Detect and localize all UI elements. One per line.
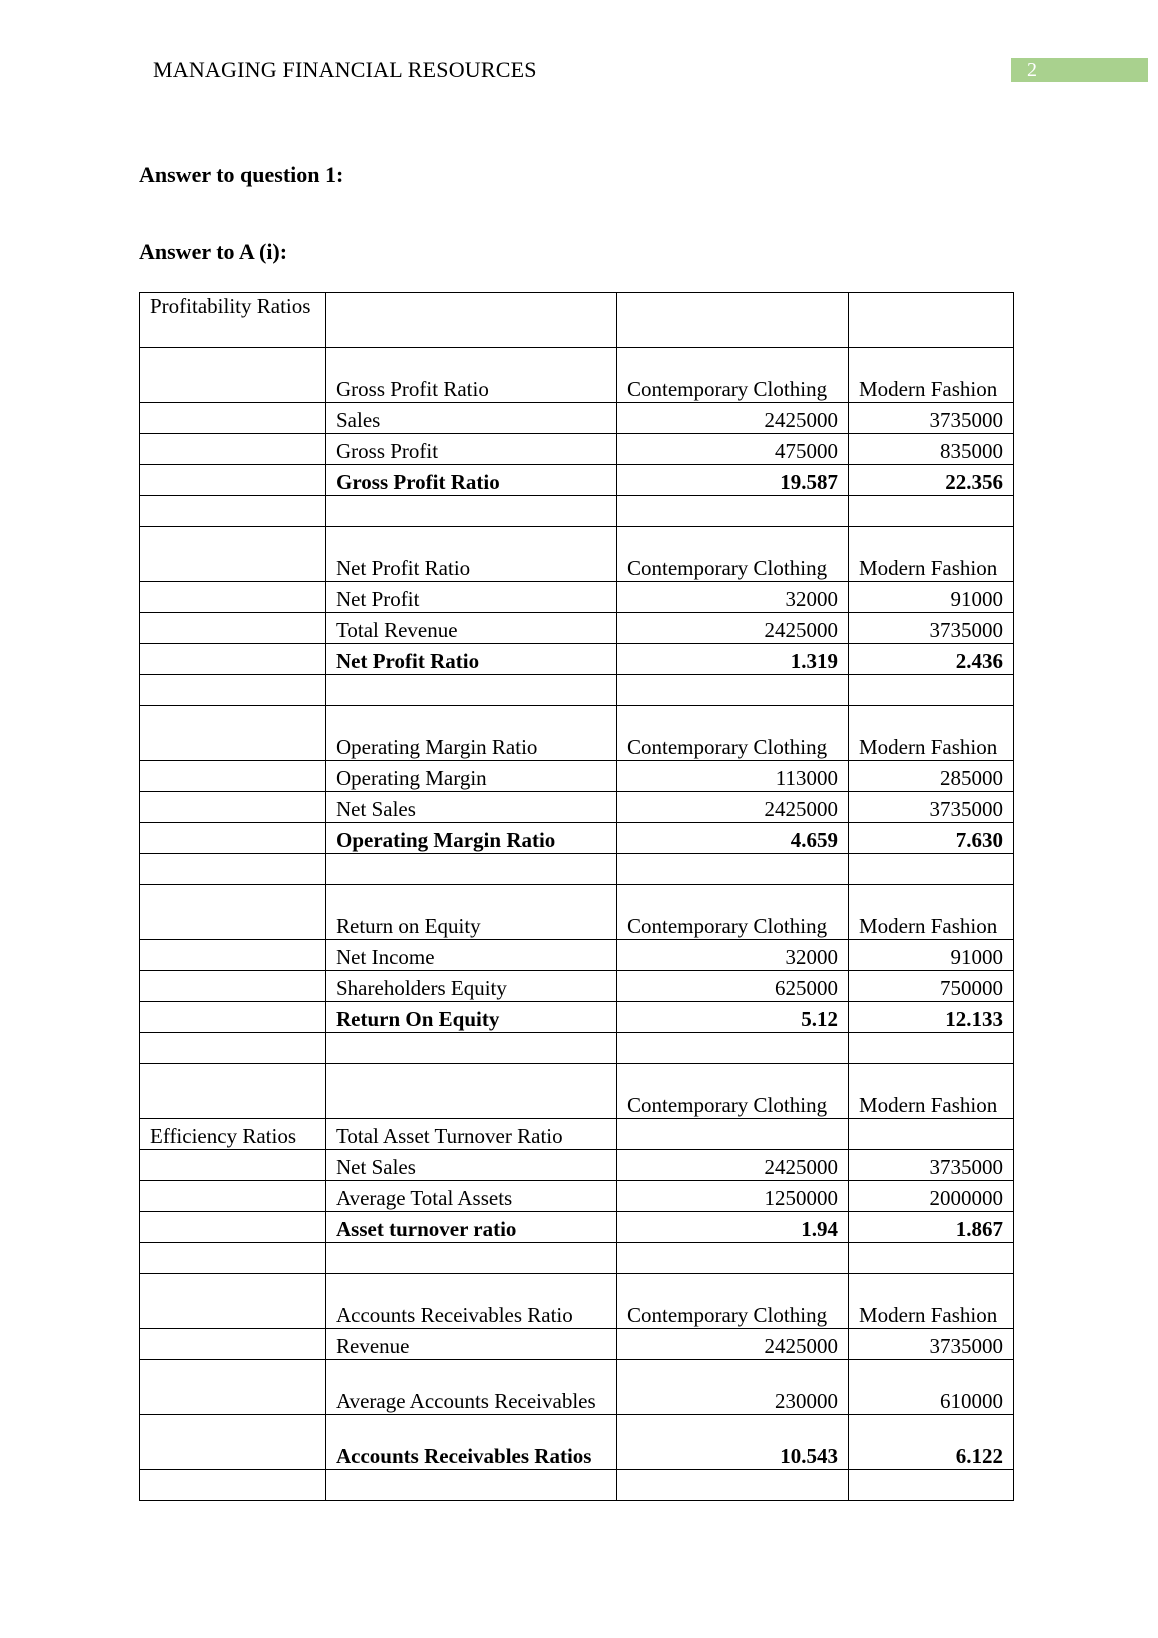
- table-cell-c2: Net Sales: [326, 1150, 617, 1181]
- table-cell-c3: Contemporary Clothing: [617, 1274, 849, 1329]
- table-cell-c3: 4.659: [617, 823, 849, 854]
- table-cell-c3: 113000: [617, 761, 849, 792]
- table-cell-c1: [140, 644, 326, 675]
- table-cell-c4: 2.436: [849, 644, 1014, 675]
- table-cell-c2: Return on Equity: [326, 885, 617, 940]
- table-cell-c2: Net Profit: [326, 582, 617, 613]
- table-row: [140, 1150, 1014, 1181]
- table-cell-c1: [140, 823, 326, 854]
- table-cell-c1: [140, 1360, 326, 1415]
- table-cell-c2: Asset turnover ratio: [326, 1212, 617, 1243]
- table-cell-c3: 19.587: [617, 465, 849, 496]
- table-cell-c3: 32000: [617, 582, 849, 613]
- table-cell-c4: Modern Fashion: [849, 1064, 1014, 1119]
- table-cell-c1: [140, 1064, 326, 1119]
- table-cell-c2: Net Profit Ratio: [326, 527, 617, 582]
- table-cell-c1: [140, 527, 326, 582]
- table-cell-c2: Operating Margin: [326, 761, 617, 792]
- table-cell-c1: [140, 1150, 326, 1181]
- table-cell-c2: Sales: [326, 403, 617, 434]
- table-cell-c4: 6.122: [849, 1415, 1014, 1470]
- table-cell-c3: [617, 293, 849, 348]
- table-cell-c2: Accounts Receivables Ratio: [326, 1274, 617, 1329]
- table-cell-c1: [140, 761, 326, 792]
- table-cell-c4: 3735000: [849, 613, 1014, 644]
- table-cell-c2: Gross Profit Ratio: [326, 465, 617, 496]
- table-cell-c1: [140, 348, 326, 403]
- table-row: [140, 854, 1014, 885]
- table-cell-c2: [326, 293, 617, 348]
- table-cell-c4: [849, 496, 1014, 527]
- table-cell-c1: [140, 465, 326, 496]
- table-cell-c1: [140, 496, 326, 527]
- table-cell-c2: Return On Equity: [326, 1002, 617, 1033]
- table-cell-c2: [326, 1470, 617, 1501]
- table-row: [140, 1002, 1014, 1033]
- table-cell-c3: Contemporary Clothing: [617, 348, 849, 403]
- table-cell-c3: 1.94: [617, 1212, 849, 1243]
- table-cell-c3: 32000: [617, 940, 849, 971]
- table-cell-c4: 3735000: [849, 1150, 1014, 1181]
- table-cell-c2: Gross Profit Ratio: [326, 348, 617, 403]
- table-cell-c4: 91000: [849, 582, 1014, 613]
- table-cell-c4: [849, 1119, 1014, 1150]
- table-cell-c3: [617, 1243, 849, 1274]
- table-row: [140, 644, 1014, 675]
- table-cell-c4: 610000: [849, 1360, 1014, 1415]
- table-row: [140, 971, 1014, 1002]
- table-row: [140, 706, 1014, 761]
- table-cell-c1: [140, 706, 326, 761]
- table-cell-c1: [140, 1470, 326, 1501]
- table-row: [140, 675, 1014, 706]
- table-cell-c4: [849, 1033, 1014, 1064]
- table-cell-c1: [140, 1212, 326, 1243]
- table-cell-c2: Operating Margin Ratio: [326, 706, 617, 761]
- question-heading: Answer to question 1:: [139, 162, 344, 187]
- table-cell-c2: [326, 854, 617, 885]
- table-cell-c4: [849, 1243, 1014, 1274]
- table-row: [140, 823, 1014, 854]
- table-cell-c2: Net Profit Ratio: [326, 644, 617, 675]
- table-cell-c4: [849, 1470, 1014, 1501]
- table-cell-c3: 10.543: [617, 1415, 849, 1470]
- table-cell-c2: Total Asset Turnover Ratio: [326, 1119, 617, 1150]
- table-row: [140, 1243, 1014, 1274]
- table-cell-c2: Net Income: [326, 940, 617, 971]
- table-row: [140, 434, 1014, 465]
- table-cell-c4: Modern Fashion: [849, 706, 1014, 761]
- table-cell-c3: [617, 675, 849, 706]
- table-cell-c3: 2425000: [617, 403, 849, 434]
- answer-heading: Answer to A (i):: [139, 239, 288, 264]
- table-cell-c1: [140, 1181, 326, 1212]
- table-cell-c3: Contemporary Clothing: [617, 1064, 849, 1119]
- table-row: [140, 1329, 1014, 1360]
- table-row: [140, 613, 1014, 644]
- table-row: [140, 792, 1014, 823]
- table-cell-c4: [849, 675, 1014, 706]
- table-cell-c1: [140, 1002, 326, 1033]
- table-cell-c1: Efficiency Ratios: [140, 1119, 326, 1150]
- table-cell-c1: [140, 885, 326, 940]
- table-cell-c1: [140, 582, 326, 613]
- table-row: [140, 1274, 1014, 1329]
- table-cell-c4: 1.867: [849, 1212, 1014, 1243]
- ratios-table: [139, 292, 1014, 1501]
- table-row: [140, 885, 1014, 940]
- table-cell-c3: [617, 1470, 849, 1501]
- table-row: [140, 1360, 1014, 1415]
- table-cell-c2: Gross Profit: [326, 434, 617, 465]
- table-cell-c4: 3735000: [849, 403, 1014, 434]
- table-cell-c4: 2000000: [849, 1181, 1014, 1212]
- table-cell-c3: 230000: [617, 1360, 849, 1415]
- table-cell-c2: Total Revenue: [326, 613, 617, 644]
- table-cell-c2: Net Sales: [326, 792, 617, 823]
- table-cell-c3: 625000: [617, 971, 849, 1002]
- table-cell-c3: 2425000: [617, 792, 849, 823]
- header-title: MANAGING FINANCIAL RESOURCES: [153, 57, 537, 82]
- table-cell-c4: Modern Fashion: [849, 1274, 1014, 1329]
- table-cell-c4: 7.630: [849, 823, 1014, 854]
- table-cell-c4: 12.133: [849, 1002, 1014, 1033]
- table-row: [140, 293, 1014, 348]
- table-row: [140, 1033, 1014, 1064]
- table-row: [140, 465, 1014, 496]
- table-cell-c4: Modern Fashion: [849, 348, 1014, 403]
- table-cell-c2: Accounts Receivables Ratios: [326, 1415, 617, 1470]
- table-cell-c2: Average Accounts Receivables: [326, 1360, 617, 1415]
- table-cell-c2: Shareholders Equity: [326, 971, 617, 1002]
- table-row: [140, 1470, 1014, 1501]
- table-cell-c2: [326, 1033, 617, 1064]
- table-cell-c3: 2425000: [617, 1329, 849, 1360]
- table-cell-c1: [140, 1329, 326, 1360]
- table-cell-c1: [140, 854, 326, 885]
- table-cell-c3: 475000: [617, 434, 849, 465]
- table-row: [140, 1119, 1014, 1150]
- table-row: [140, 761, 1014, 792]
- table-cell-c2: [326, 675, 617, 706]
- table-cell-c2: Revenue: [326, 1329, 617, 1360]
- table-cell-c3: Contemporary Clothing: [617, 706, 849, 761]
- table-cell-c3: [617, 1119, 849, 1150]
- table-row: [140, 1415, 1014, 1470]
- table-cell-c4: 91000: [849, 940, 1014, 971]
- table-cell-c1: [140, 1274, 326, 1329]
- table-row: [140, 940, 1014, 971]
- table-cell-c4: [849, 854, 1014, 885]
- ratios-table-body: [140, 293, 1014, 1501]
- table-cell-c1: Profitability Ratios: [140, 293, 326, 348]
- table-cell-c3: 2425000: [617, 1150, 849, 1181]
- table-cell-c2: Average Total Assets: [326, 1181, 617, 1212]
- table-cell-c3: 5.12: [617, 1002, 849, 1033]
- table-cell-c3: Contemporary Clothing: [617, 527, 849, 582]
- table-cell-c1: [140, 971, 326, 1002]
- table-cell-c2: [326, 1243, 617, 1274]
- table-row: [140, 403, 1014, 434]
- table-cell-c4: Modern Fashion: [849, 527, 1014, 582]
- table-row: [140, 1181, 1014, 1212]
- table-cell-c4: 3735000: [849, 792, 1014, 823]
- table-row: [140, 1064, 1014, 1119]
- table-cell-c2: Operating Margin Ratio: [326, 823, 617, 854]
- table-cell-c3: Contemporary Clothing: [617, 885, 849, 940]
- table-row: [140, 348, 1014, 403]
- table-row: [140, 582, 1014, 613]
- table-cell-c3: [617, 1033, 849, 1064]
- table-cell-c2: [326, 496, 617, 527]
- table-cell-c1: [140, 403, 326, 434]
- table-cell-c4: 835000: [849, 434, 1014, 465]
- table-cell-c1: [140, 792, 326, 823]
- table-cell-c3: 1.319: [617, 644, 849, 675]
- table-cell-c3: 2425000: [617, 613, 849, 644]
- table-cell-c1: [140, 1243, 326, 1274]
- table-cell-c3: [617, 496, 849, 527]
- table-cell-c4: Modern Fashion: [849, 885, 1014, 940]
- table-cell-c3: 1250000: [617, 1181, 849, 1212]
- table-cell-c4: 3735000: [849, 1329, 1014, 1360]
- table-cell-c1: [140, 1415, 326, 1470]
- table-cell-c4: 285000: [849, 761, 1014, 792]
- table-cell-c1: [140, 940, 326, 971]
- table-cell-c4: [849, 293, 1014, 348]
- table-cell-c4: 750000: [849, 971, 1014, 1002]
- page-number: 2: [1011, 58, 1148, 82]
- table-cell-c1: [140, 1033, 326, 1064]
- table-cell-c2: [326, 1064, 617, 1119]
- table-row: [140, 527, 1014, 582]
- table-cell-c1: [140, 613, 326, 644]
- table-cell-c3: [617, 854, 849, 885]
- table-row: [140, 496, 1014, 527]
- table-cell-c1: [140, 434, 326, 465]
- table-cell-c1: [140, 675, 326, 706]
- table-row: [140, 1212, 1014, 1243]
- table-cell-c4: 22.356: [849, 465, 1014, 496]
